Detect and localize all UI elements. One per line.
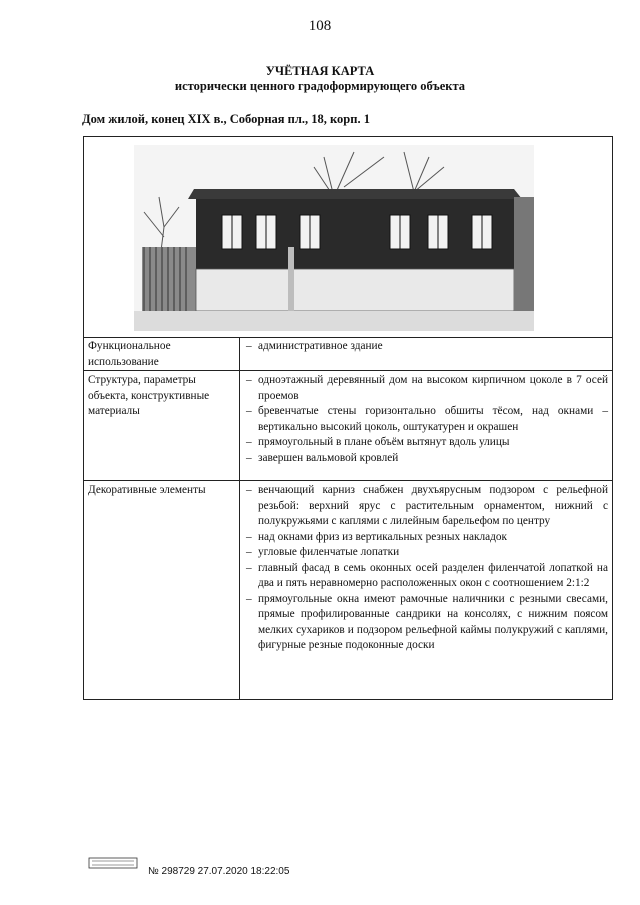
- list-item: – административное здание: [244, 339, 608, 355]
- list-item: – одноэтажный деревянный дом на высоком кирпичном цоколе в 7 осей проемов: [244, 373, 608, 404]
- list-item: – прямоугольный в плане объём вытянут вдоль улицы: [244, 435, 608, 451]
- list-item: – бревенчатые стены горизонтально обшиты тёсом, над окнами – вертикально высокий цоколь, оштукатурен и окрашен: [244, 404, 608, 435]
- page-number: 108: [308, 18, 332, 34]
- list-item: – главный фасад в семь оконных осей разделен филенчатой лопаткой на два и пять неравномерно расположенных окон с соотношением 2:1:2: [244, 561, 608, 592]
- row-functional-use: [84, 337, 612, 371]
- row-decorative-elements: [84, 481, 612, 699]
- record-card-table: [83, 136, 613, 700]
- title-line-1: УЧЁТНАЯ КАРТА: [265, 64, 375, 78]
- column-divider: [239, 481, 240, 699]
- list-item: – над окнами фриз из вертикальных резных накладок: [244, 530, 608, 546]
- column-divider: [239, 337, 240, 370]
- registration-stamp: [88, 856, 138, 870]
- column-divider: [239, 371, 240, 480]
- row-label: Декоративные элементы: [88, 484, 206, 496]
- title-line-2: исторически ценного градоформирующего объекта: [174, 79, 466, 93]
- building-photo: [84, 137, 612, 337]
- document-registration-number: № 298729 27.07.2020 18:22:05: [148, 866, 290, 877]
- document-title: [0, 64, 640, 94]
- row-structure: [84, 371, 612, 481]
- object-name: Дом жилой, конец XIX в., Соборная пл., 18, корп. 1: [82, 112, 370, 126]
- row-label: Функциональное использование: [88, 340, 171, 368]
- list-item: – угловые филенчатые лопатки: [244, 545, 608, 561]
- building-photo-cell: [84, 137, 612, 338]
- row-content: [244, 483, 608, 654]
- row-label: Структура, параметры объекта, конструктивные материалы: [88, 374, 210, 417]
- row-content: [244, 339, 608, 355]
- row-content: [244, 373, 608, 466]
- list-item: – завершен вальмовой кровлей: [244, 451, 608, 467]
- list-item: – венчающий карниз снабжен двухъярусным подзором с рельефной резьбой: верхний ярус с растительным орнаментом, нижний с полукружьями с каплями с лилейным барельефом по центру: [244, 483, 608, 530]
- list-item: – прямоугольные окна имеют рамочные наличники с резными свесами, прямые профилированные сандрики на консолях, с нижним поясом мелких сухариков и подзором рельефной каймы полукружий с каплями, фигурные резные подоконные доски: [244, 592, 608, 654]
